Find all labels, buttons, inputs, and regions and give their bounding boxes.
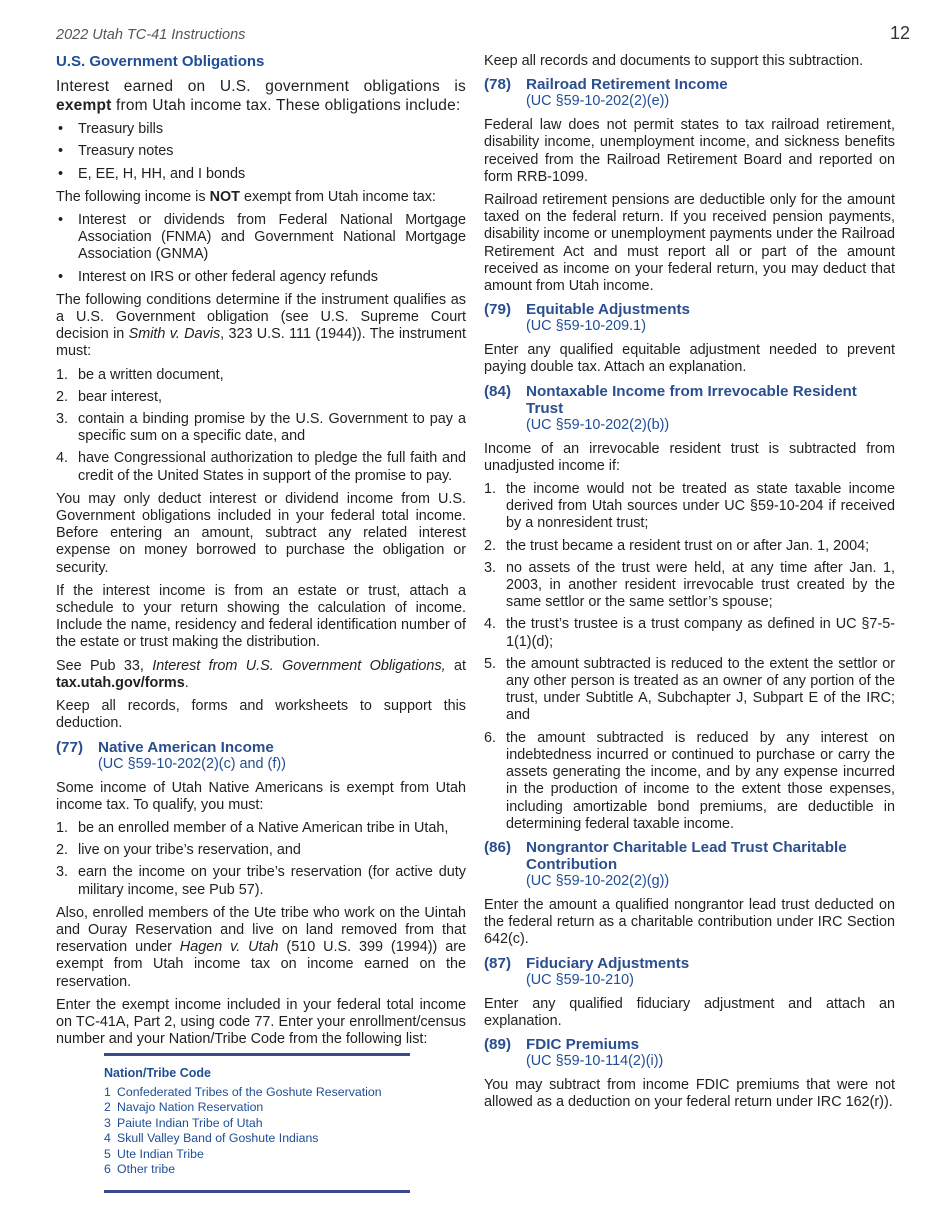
section-citation: (UC §59-10-202(2)(c) and (f)) <box>98 755 286 772</box>
section-number: (78) <box>484 76 512 94</box>
table-row: 4 Skull Valley Band of Goshute Indians <box>104 1131 319 1146</box>
section-number: (84) <box>484 382 512 400</box>
table-row: 3 Paiute Indian Tribe of Utah <box>104 1115 263 1130</box>
section-87 <box>484 955 895 989</box>
section-79 <box>484 301 895 335</box>
native-intro: Some income of Utah Native Americans is exempt from Utah income tax. To qualify, you must: <box>56 779 466 813</box>
section-citation: (UC §59-10-210) <box>526 971 634 988</box>
section-title: Fiduciary Adjustments <box>526 954 690 972</box>
table-row: 1 Confederated Tribes of the Goshute Reservation <box>104 1085 382 1099</box>
section-citation: (UC §59-10-202(2)(e)) <box>526 93 670 110</box>
enter-exempt-paragraph: Enter the exempt income included in your federal total income on TC-41A, Part 2, using code 77. Enter your enrollment/census number and your Nation/Tribe Code from the following list: <box>56 996 466 1048</box>
section-number: (87) <box>484 954 512 972</box>
section-86 <box>484 839 895 890</box>
usgov-intro: Interest earned on U.S. government obligations is exempt from Utah income tax. These obligations include: <box>56 78 466 115</box>
section-citation: (UC §59-10-202(2)(b)) <box>526 416 670 433</box>
section-89 <box>484 1036 895 1070</box>
table-row: 5 Ute Indian Tribe <box>104 1146 204 1161</box>
trust-intro: Income of an irrevocable resident trust is subtracted from unadjusted income if: <box>484 440 895 474</box>
forms-link[interactable]: tax.utah.gov/forms <box>56 674 185 691</box>
list-item: • Interest on IRS or other federal agency refunds <box>56 269 466 286</box>
list-item: 3. no assets of the trust were held, at any time after Jan. 1, 2003, in another resident irrevocable trust created by the same settlor or the same settlor’s spouse; <box>484 559 895 611</box>
table-title: Nation/Tribe Code <box>104 1066 211 1080</box>
section-title: FDIC Premiums <box>526 1035 640 1053</box>
list-item: 2. bear interest, <box>56 388 162 405</box>
section-title: Railroad Retirement Income <box>526 76 728 94</box>
section-number: (77) <box>56 738 84 756</box>
list-item: 3. earn the income on your tribe’s reservation (for active duty military income, see Pub 57). <box>56 864 466 898</box>
exempt-list <box>56 121 466 183</box>
list-item: 3. contain a binding promise by the U.S. Government to pay a specific sum on a specific date, and <box>56 411 466 445</box>
list-item: 4. have Congressional authorization to pledge the full faith and credit of the United States in support of the promise to pay. <box>56 450 466 484</box>
fdic-paragraph: You may subtract from income FDIC premiums that were not allowed as a deduction on your federal return under IRC 162(r)). <box>484 1076 895 1111</box>
left-column <box>56 53 466 1054</box>
not-exempt-intro: The following income is NOT exempt from Utah income tax: <box>56 188 436 205</box>
trust-list <box>484 481 895 833</box>
section-title: Equitable Adjustments <box>526 301 690 319</box>
section-citation: (UC §59-10-114(2)(i)) <box>526 1052 664 1069</box>
equitable-paragraph: Enter any qualified equitable adjustment needed to prevent paying double tax. Attach an explanation. <box>484 342 895 376</box>
section-number: (79) <box>484 301 512 319</box>
table-row: 2 Navajo Nation Reservation <box>104 1100 264 1115</box>
conditions-list <box>56 367 466 485</box>
railroad-paragraph-1: Federal law does not permit states to tax railroad retirement, disability income, unemployment income, and sickness benefits received from the Railroad Retirement Board and reported on form RRB-1099. <box>484 117 895 185</box>
railroad-paragraph-2: Railroad retirement pensions are deductible only for the amount taxed on the federal return. If you received pension payments, disability income or unemployment payments under the Railroad Retirement Act and must report all or part of the amount received as income on your federal return, you may deduct that amount from Utah income. <box>484 192 895 295</box>
qualify-list <box>56 820 466 899</box>
list-item: 5. the amount subtracted is reduced to the extent the settlor or any other person is treated as an owner of any portion of the trust, under Subtitle A, Subchapter J, Subpart E of the IRC; and <box>484 655 895 724</box>
deduct-paragraph: You may only deduct interest or dividend income from U.S. Government obligations included in your federal total income. Before entering an amount, subtract any related interest expense on money borrowed to purchase the obligation or security. <box>56 490 466 576</box>
list-item: 1. be an enrolled member of a Native American tribe in Utah, <box>56 819 449 836</box>
ute-paragraph: Also, enrolled members of the Ute tribe who work on the Uintah and Ouray Reservation and live on land removed from that reservation under Hagen v. Utah (510 U.S. 399 (1994)) are exempt from Utah income tax on income earned on the reservation. <box>56 904 466 990</box>
fiduciary-paragraph: Enter any qualified fiduciary adjustment and attach an explanation. <box>484 995 895 1029</box>
section-number: (86) <box>484 838 512 856</box>
section-77 <box>56 739 466 773</box>
page-header-title: 2022 Utah TC-41 Instructions <box>56 27 246 43</box>
table-row: 6 Other tribe <box>104 1162 176 1177</box>
section-78 <box>484 76 895 110</box>
estate-paragraph: If the interest income is from an estate or trust, attach a schedule to your return showing the calculation of income. Include the name, residency and federal identification number of the estate or trust making the distribution. <box>56 582 466 651</box>
nongrantor-paragraph: Enter the amount a qualified nongrantor lead trust deducted on the federal return as a charitable contribution under IRC Section 642(c). <box>484 896 895 948</box>
list-item: 2. live on your tribe’s reservation, and <box>56 842 301 859</box>
section-title: Native American Income <box>98 738 274 756</box>
section-citation: (UC §59-10-209.1) <box>526 318 646 335</box>
section-citation: (UC §59-10-202(2)(g)) <box>526 872 670 889</box>
conditions-intro: The following conditions determine if the instrument qualifies as a U.S. Government obligation (see U.S. Supreme Court decision in Smith v. Davis, 323 U.S. 111 (1944)). The instrument must: <box>56 291 467 360</box>
list-item: • E, EE, H, HH, and I bonds <box>56 166 466 183</box>
list-item: 1. the income would not be treated as state taxable income derived from Utah sources under UC §59-10-204 if received by a nonresident trust; <box>484 481 895 532</box>
right-column <box>484 53 895 1117</box>
keep-records-paragraph: Keep all records, forms and worksheets to support this deduction. <box>56 698 466 732</box>
section-title: Nontaxable Income from Irrevocable Resident Trust <box>526 382 857 417</box>
keep-records-paragraph: Keep all records and documents to support this subtraction. <box>484 53 864 69</box>
section-title: Nongrantor Charitable Lead Trust Charitable Contribution <box>526 838 847 873</box>
not-exempt-list <box>56 212 466 286</box>
section-84 <box>484 383 895 434</box>
page-number: 12 <box>889 23 910 43</box>
list-item: 1. be a written document, <box>56 366 224 383</box>
nation-tribe-code-table <box>104 1053 410 1193</box>
section-number: (89) <box>484 1035 512 1053</box>
list-item: 4. the trust’s trustee is a trust company as defined in UC §7-5-1(1)(d); <box>484 616 895 650</box>
usgov-heading: U.S. Government Obligations <box>56 53 265 70</box>
list-item: 6. the amount subtracted is reduced by any interest on indebtedness incurred or continued to purchase or carry the assets generating the income, and by any expense incurred in the production of income to the extent those expenses, including amortizable bond premiums, are deductible in determining federal taxable income. <box>484 729 895 832</box>
list-item: • Treasury bills <box>56 121 466 138</box>
list-item: • Treasury notes <box>56 143 466 160</box>
list-item: • Interest or dividends from Federal National Mortgage Association (FNMA) and Government National Mortgage Association (GNMA) <box>56 212 466 264</box>
pub33-paragraph: See Pub 33, Interest from U.S. Government Obligations, at tax.utah.gov/forms. <box>56 657 466 691</box>
list-item: 2. the trust became a resident trust on or after Jan. 1, 2004; <box>484 537 870 554</box>
